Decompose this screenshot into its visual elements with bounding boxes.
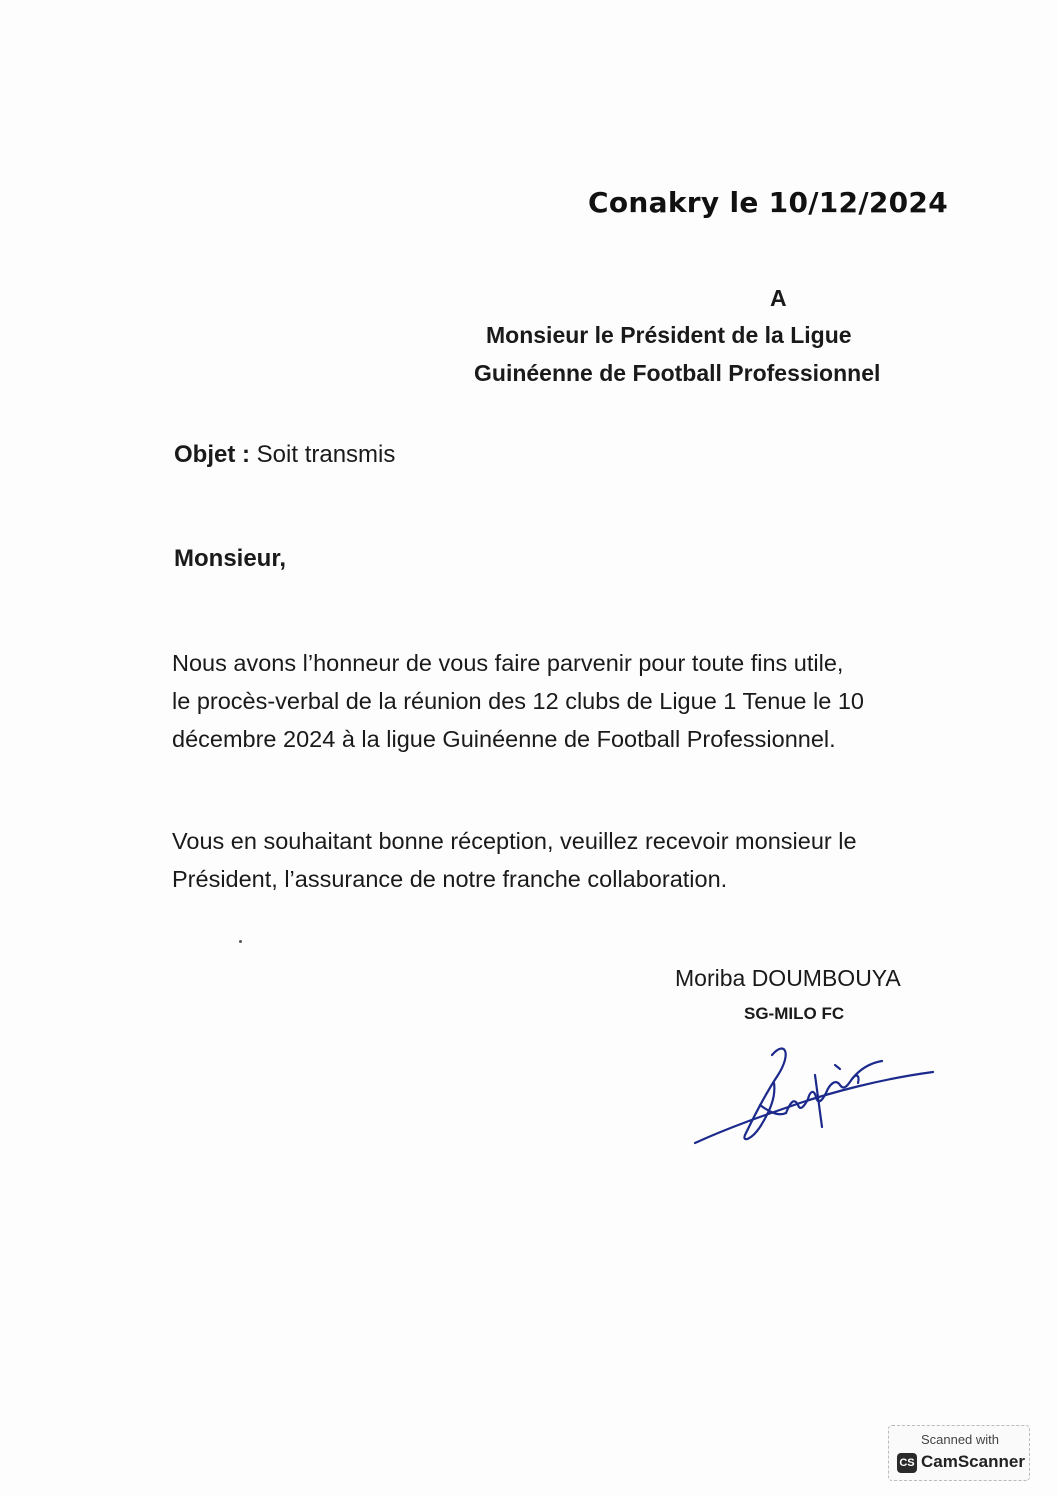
paragraph-line: Vous en souhaitant bonne réception, veuillez recevoir monsieur le <box>172 828 857 854</box>
paragraph-line: Président, l’assurance de notre franche collaboration. <box>172 866 728 892</box>
badge-brand: CamScanner <box>921 1452 1025 1471</box>
paragraph-line: le procès-verbal de la réunion des 12 clubs de Ligue 1 Tenue le 10 <box>172 688 864 714</box>
recipient-line-1: Monsieur le Président de la Ligue <box>486 322 852 348</box>
subject-line <box>174 441 395 469</box>
body-paragraph-1 <box>172 644 932 758</box>
camscanner-badge <box>888 1425 1030 1481</box>
subject-label: Objet : <box>174 441 250 468</box>
body-paragraph-2 <box>172 822 932 898</box>
handwritten-signature <box>690 1035 940 1150</box>
recipient-prefix: A <box>770 285 787 311</box>
letter-date: Conakry le 10/12/2024 <box>588 186 948 219</box>
stray-mark <box>239 940 242 943</box>
salutation: Monsieur, <box>174 545 287 572</box>
camscanner-logo-icon: CS <box>897 1453 917 1473</box>
subject-text: Soit transmis <box>250 441 396 468</box>
signer-name: Moriba DOUMBOUYA <box>675 965 901 991</box>
signer-role: SG-MILO FC <box>744 1004 845 1023</box>
recipient-line-2: Guinéenne de Football Professionnel <box>474 360 881 386</box>
badge-top-text: Scanned with <box>920 1432 1000 1447</box>
paragraph-line: Nous avons l’honneur de vous faire parvenir pour toute fins utile, <box>172 650 844 676</box>
paragraph-line: décembre 2024 à la ligue Guinéenne de Football Professionnel. <box>172 726 836 752</box>
